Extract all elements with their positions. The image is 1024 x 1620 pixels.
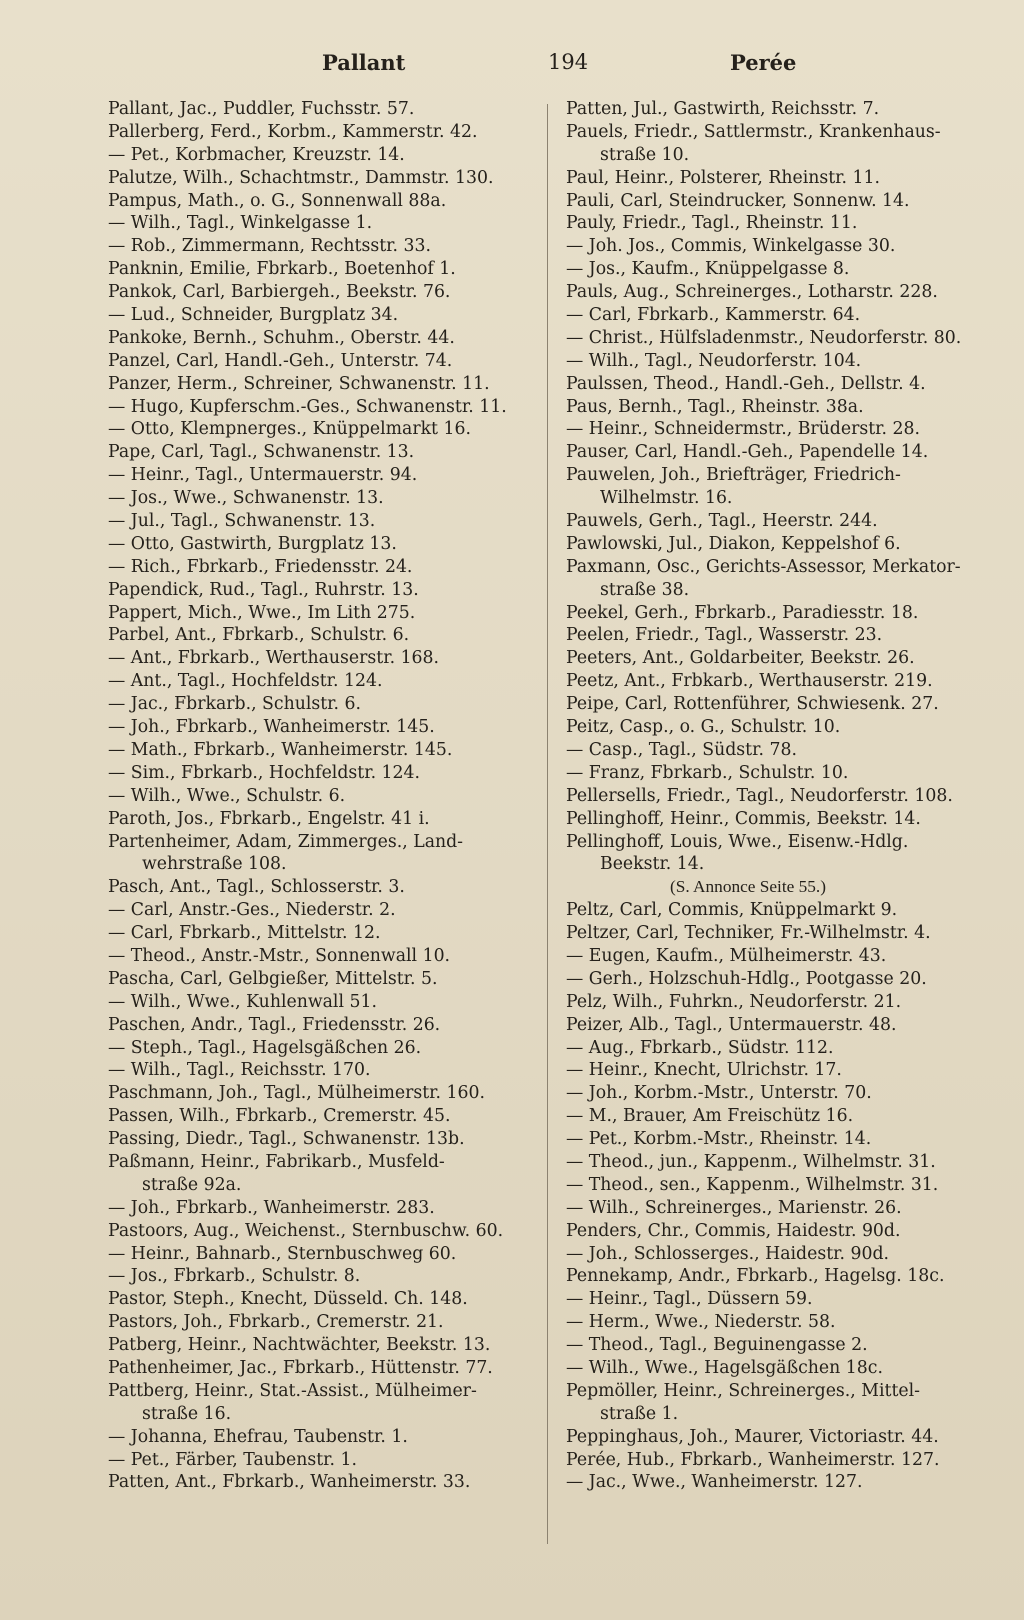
directory-entry-line: — Jos., Wwe., Schwanenstr. 13. <box>108 488 384 509</box>
page-number: 194 <box>548 50 589 74</box>
directory-entry-line: Patten, Ant., Fbrkarb., Wanheimerstr. 33. <box>108 1472 471 1493</box>
page-header <box>0 46 1024 86</box>
directory-entry-line: — Jos., Fbrkarb., Schulstr. 8. <box>108 1266 361 1287</box>
directory-entry-line: straße 16. <box>142 1403 232 1424</box>
directory-entry-line: Peipe, Carl, Rottenführer, Schwiesenk. 27. <box>566 694 939 715</box>
directory-entry-line: — Jul., Tagl., Schwanenstr. 13. <box>108 511 376 532</box>
directory-entry-line: Panknin, Emilie, Fbrkarb., Boetenhof 1. <box>108 259 456 280</box>
directory-entry-line: Peltzer, Carl, Techniker, Fr.-Wilhelmstr. 4. <box>566 923 931 944</box>
directory-entry-line: — Wilh., Tagl., Neudorferstr. 104. <box>566 350 862 371</box>
directory-entry-line: Paßmann, Heinr., Fabrikarb., Musfeld- <box>108 1151 445 1172</box>
right-column <box>566 98 1006 1494</box>
directory-entry-line: Pauli, Carl, Steindrucker, Sonnenw. 14. <box>566 190 910 211</box>
directory-entry-line: (S. Annonce Seite 55.) <box>670 877 826 897</box>
directory-entry-line: straße 92a. <box>142 1174 242 1195</box>
directory-entry-line: — Joh., Korbm.-Mstr., Unterstr. 70. <box>566 1083 872 1104</box>
directory-entry-line: — Steph., Tagl., Hagelsgäßchen 26. <box>108 1037 422 1058</box>
directory-entry-line: Peetz, Ant., Frbkarb., Werthauserstr. 219. <box>566 671 933 692</box>
directory-entry-line: straße 1. <box>600 1403 679 1424</box>
directory-entry-line: Pascha, Carl, Gelbgießer, Mittelstr. 5. <box>108 968 438 989</box>
directory-entry-line: — Wilh., Schreinerges., Marienstr. 26. <box>566 1197 902 1218</box>
directory-entry-line: Paschen, Andr., Tagl., Friedensstr. 26. <box>108 1014 441 1035</box>
directory-entry-line: Pellinghoff, Heinr., Commis, Beekstr. 14. <box>566 808 921 829</box>
directory-entry-line: Peelen, Friedr., Tagl., Wasserstr. 23. <box>566 625 883 646</box>
directory-entry-line: — Theod., sen., Kappenm., Wilhelmstr. 31. <box>566 1174 939 1195</box>
header-right-word: Perée <box>730 50 797 75</box>
directory-entry-line: — Heinr., Bahnarb., Sternbuschweg 60. <box>108 1243 457 1264</box>
directory-entry-line: Paul, Heinr., Polsterer, Rheinstr. 11. <box>566 167 880 188</box>
directory-entry-line: — Jac., Fbrkarb., Schulstr. 6. <box>108 694 362 715</box>
directory-entry-line: Pallant, Jac., Puddler, Fuchsstr. 57. <box>108 99 415 119</box>
directory-entry-line: — Johanna, Ehefrau, Taubenstr. 1. <box>108 1426 408 1447</box>
directory-entry-line: Pauwelen, Joh., Briefträger, Friedrich- <box>566 465 901 486</box>
directory-entry-line: Panzel, Carl, Handl.-Geh., Unterstr. 74. <box>108 350 453 371</box>
directory-entry-line: — Pet., Färber, Taubenstr. 1. <box>108 1449 357 1470</box>
directory-entry-line: — Wilh., Tagl., Winkelgasse 1. <box>108 213 373 234</box>
directory-entry-line: Pasch, Ant., Tagl., Schlosserstr. 3. <box>108 877 405 898</box>
directory-entry-line: Patberg, Heinr., Nachtwächter, Beekstr. 13. <box>108 1335 491 1356</box>
directory-entry-line: — Ant., Fbrkarb., Werthauserstr. 168. <box>108 648 440 669</box>
directory-entry-line: Paschmann, Joh., Tagl., Mülheimerstr. 160. <box>108 1083 486 1104</box>
directory-entry-line: straße 10. <box>600 144 690 165</box>
directory-entry-line: Pennekamp, Andr., Fbrkarb., Hagelsg. 18c. <box>566 1266 945 1287</box>
directory-entry-line: — Heinr., Tagl., Untermauerstr. 94. <box>108 465 418 486</box>
directory-entry-line: Paus, Bernh., Tagl., Rheinstr. 38a. <box>566 396 864 417</box>
directory-entry-line: Pallerberg, Ferd., Korbm., Kammerstr. 42. <box>108 121 478 142</box>
header-left-word: Pallant <box>322 50 406 75</box>
directory-entry-line: — Pet., Korbm.-Mstr., Rheinstr. 14. <box>566 1129 872 1150</box>
directory-entry-line: — Joh., Schlosserges., Haidestr. 90d. <box>566 1243 890 1264</box>
directory-entry-line: Peitz, Casp., o. G., Schulstr. 10. <box>566 717 841 738</box>
directory-entry-line: — Aug., Fbrkarb., Südstr. 112. <box>566 1037 834 1058</box>
directory-entry-line: — Heinr., Knecht, Ulrichstr. 17. <box>566 1060 842 1081</box>
directory-entry-line: Penders, Chr., Commis, Haidestr. 90d. <box>566 1220 901 1241</box>
directory-entry-line: — Hugo, Kupferschm.-Ges., Schwanenstr. 11. <box>108 396 507 417</box>
directory-entry-line: Papendick, Rud., Tagl., Ruhrstr. 13. <box>108 579 419 600</box>
directory-entry-line: — Wilh., Wwe., Kuhlenwall 51. <box>108 991 377 1012</box>
directory-entry-line: — Jos., Kaufm., Knüppelgasse 8. <box>566 259 850 280</box>
directory-entry-line: — M., Brauer, Am Freischütz 16. <box>566 1106 854 1127</box>
directory-entry-line: — Herm., Wwe., Niederstr. 58. <box>566 1312 836 1333</box>
directory-entry-line: — Joh., Fbrkarb., Wanheimerstr. 145. <box>108 717 435 738</box>
directory-entry-line: — Christ., Hülfsladenmstr., Neudorferstr. 80. <box>566 327 962 348</box>
directory-entry-line: — Carl, Fbrkarb., Mittelstr. 12. <box>108 923 381 944</box>
directory-entry-line: Paxmann, Osc., Gerichts-Assessor, Merkator- <box>566 556 961 577</box>
directory-entry-line: Partenheimer, Adam, Zimmerges., Land- <box>108 831 464 852</box>
directory-entry-line: Pawlowski, Jul., Diakon, Keppelshof 6. <box>566 533 901 554</box>
directory-entry-line: — Joh., Fbrkarb., Wanheimerstr. 283. <box>108 1197 435 1218</box>
directory-entry-line: Pauwels, Gerh., Tagl., Heerstr. 244. <box>566 511 878 532</box>
directory-entry-line: — Wilh., Tagl., Reichsstr. 170. <box>108 1060 371 1081</box>
directory-entry-line: Pauels, Friedr., Sattlermstr., Krankenhaus- <box>566 121 941 142</box>
directory-entry-line: Pellersells, Friedr., Tagl., Neudorferstr. 108. <box>566 785 953 806</box>
directory-entry-line: Pathenheimer, Jac., Fbrkarb., Hüttenstr. 77. <box>108 1357 493 1378</box>
directory-entry-line: — Heinr., Schneidermstr., Brüderstr. 28. <box>566 419 920 440</box>
directory-entry-line: Pampus, Math., o. G., Sonnenwall 88a. <box>108 190 447 211</box>
directory-entry-line: Patten, Jul., Gastwirth, Reichsstr. 7. <box>566 99 880 119</box>
directory-entry-line: — Jac., Wwe., Wanheimerstr. 127. <box>566 1472 863 1493</box>
directory-entry-line: — Eugen, Kaufm., Mülheimerstr. 43. <box>566 945 887 966</box>
directory-entry-line: Pappert, Mich., Wwe., Im Lith 275. <box>108 602 416 623</box>
directory-entry-line: — Ant., Tagl., Hochfeldstr. 124. <box>108 671 383 692</box>
directory-entry-line: Wilhelmstr. 16. <box>600 488 733 509</box>
directory-entry-line: — Franz, Fbrkarb., Schulstr. 10. <box>566 762 849 783</box>
directory-entry-line: Pastoors, Aug., Weichenst., Sternbuschw. 60. <box>108 1220 504 1241</box>
directory-entry-line: — Pet., Korbmacher, Kreuzstr. 14. <box>108 144 405 165</box>
directory-entry-line: Pankok, Carl, Barbiergeh., Beekstr. 76. <box>108 282 451 303</box>
directory-entry-line: Peppinghaus, Joh., Maurer, Victoriastr. 44. <box>566 1426 939 1447</box>
column-divider <box>547 104 548 1544</box>
directory-entry-line: — Carl, Fbrkarb., Kammerstr. 64. <box>566 305 861 326</box>
directory-entry-line: — Wilh., Wwe., Schulstr. 6. <box>108 785 346 806</box>
directory-entry-line: — Theod., Anstr.-Mstr., Sonnenwall 10. <box>108 945 451 966</box>
directory-entry-line: Panzer, Herm., Schreiner, Schwanenstr. 11. <box>108 373 490 394</box>
directory-entry-line: wehrstraße 108. <box>142 854 287 875</box>
directory-entry-line: — Theod., Tagl., Beguinengasse 2. <box>566 1335 868 1356</box>
directory-entry-line: Parbel, Ant., Fbrkarb., Schulstr. 6. <box>108 625 410 646</box>
directory-entry-line: Beekstr. 14. <box>600 854 705 875</box>
directory-entry-line: Pankoke, Bernh., Schuhm., Oberstr. 44. <box>108 327 455 348</box>
directory-entry-line: — Sim., Fbrkarb., Hochfeldstr. 124. <box>108 762 421 783</box>
directory-entry-line: — Otto, Gastwirth, Burgplatz 13. <box>108 533 397 554</box>
directory-entry-line: Pattberg, Heinr., Stat.-Assist., Mülheimer- <box>108 1380 477 1401</box>
directory-entry-line: Pauls, Aug., Schreinerges., Lotharstr. 228. <box>566 282 938 303</box>
directory-entry-line: Peltz, Carl, Commis, Knüppelmarkt 9. <box>566 900 898 921</box>
directory-entry-line: — Joh. Jos., Commis, Winkelgasse 30. <box>566 236 896 257</box>
directory-entry-line: Pepmöller, Heinr., Schreinerges., Mittel- <box>566 1380 920 1401</box>
directory-entry-line: Peekel, Gerh., Fbrkarb., Paradiesstr. 18. <box>566 602 919 623</box>
left-column <box>108 98 540 1494</box>
directory-entry-line: — Theod., jun., Kappenm., Wilhelmstr. 31. <box>566 1151 936 1172</box>
directory-entry-line: Pauser, Carl, Handl.-Geh., Papendelle 14. <box>566 442 929 463</box>
directory-entry-line: — Heinr., Tagl., Düssern 59. <box>566 1289 813 1310</box>
directory-entry-line: — Otto, Klempnerges., Knüppelmarkt 16. <box>108 419 471 440</box>
directory-entry-line: Pastor, Steph., Knecht, Düsseld. Ch. 148. <box>108 1289 468 1310</box>
directory-entry-line: Passen, Wilh., Fbrkarb., Cremerstr. 45. <box>108 1106 451 1127</box>
directory-entry-line: Pellinghoff, Louis, Wwe., Eisenw.-Hdlg. <box>566 831 909 852</box>
directory-entry-line: — Rich., Fbrkarb., Friedensstr. 24. <box>108 556 413 577</box>
directory-entry-line: Pauly, Friedr., Tagl., Rheinstr. 11. <box>566 213 858 234</box>
directory-entry-line: Perée, Hub., Fbrkarb., Wanheimerstr. 127. <box>566 1449 940 1470</box>
directory-entry-line: — Gerh., Holzschuh-Hdlg., Pootgasse 20. <box>566 968 927 989</box>
directory-entry-line: Pelz, Wilh., Fuhrkn., Neudorferstr. 21. <box>566 991 902 1012</box>
directory-entry-line: Paulssen, Theod., Handl.-Geh., Dellstr. 4. <box>566 373 926 394</box>
directory-entry-line: Passing, Diedr., Tagl., Schwanenstr. 13b. <box>108 1129 465 1150</box>
directory-entry-line: — Carl, Anstr.-Ges., Niederstr. 2. <box>108 900 396 921</box>
directory-entry-line: straße 38. <box>600 579 690 600</box>
directory-entry-line: Palutze, Wilh., Schachtmstr., Dammstr. 130. <box>108 167 494 188</box>
directory-entry-line: — Lud., Schneider, Burgplatz 34. <box>108 305 399 326</box>
directory-entry-line: Peizer, Alb., Tagl., Untermauerstr. 48. <box>566 1014 897 1035</box>
directory-entry-line: — Math., Fbrkarb., Wanheimerstr. 145. <box>108 739 453 760</box>
directory-entry-line: — Casp., Tagl., Südstr. 78. <box>566 739 797 760</box>
directory-entry-line: Peeters, Ant., Goldarbeiter, Beekstr. 26. <box>566 648 915 669</box>
directory-entry-line: Pastors, Joh., Fbrkarb., Cremerstr. 21. <box>108 1312 444 1333</box>
directory-entry-line: — Rob., Zimmermann, Rechtsstr. 33. <box>108 236 431 257</box>
directory-entry-line: — Wilh., Wwe., Hagelsgäßchen 18c. <box>566 1357 883 1378</box>
directory-entry-line: Paroth, Jos., Fbrkarb., Engelstr. 41 i. <box>108 808 430 829</box>
directory-entry-line: Pape, Carl, Tagl., Schwanenstr. 13. <box>108 442 415 463</box>
